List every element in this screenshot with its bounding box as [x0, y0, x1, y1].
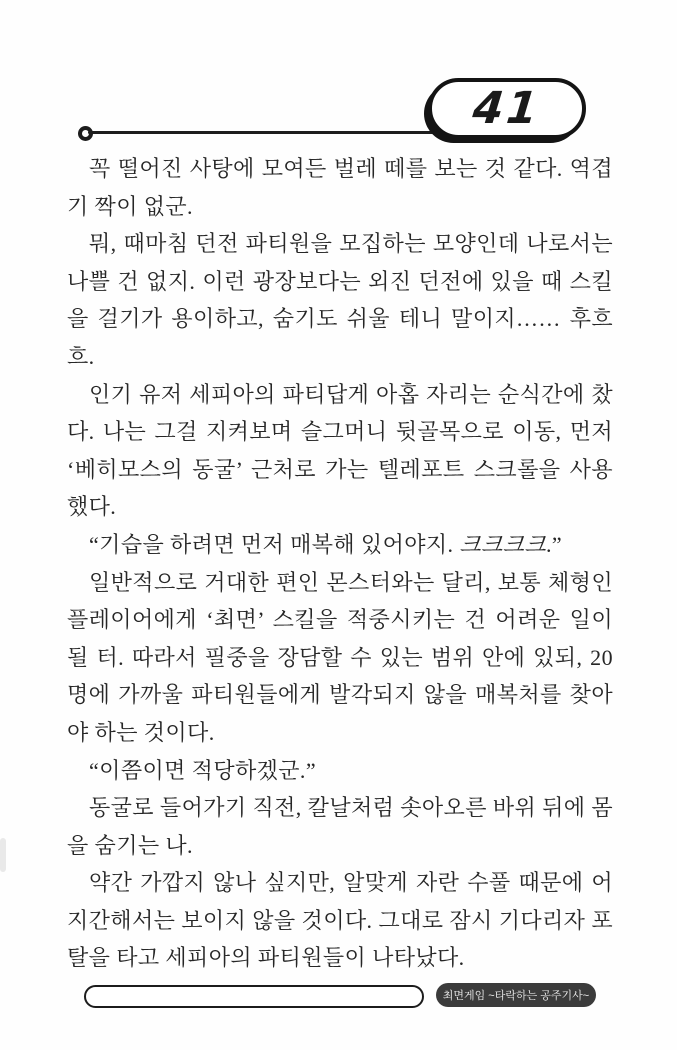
dialogue-paragraph: “이쯤이면 적당하겠군.”: [89, 757, 316, 783]
page-number-badge: [428, 78, 586, 139]
series-title-badge: [436, 983, 596, 1007]
dialogue-text: “기습을 하려면 먼저 매복해 있어야지.: [89, 531, 460, 557]
paragraph: 일반적으로 거대한 편인 몬스터와는 달리, 보통 체형인 플레이어에게 ‘최면’ 스킬을 적중시키는 건 어려운 일이 될 터. 따라서 필중을 장담할 수 있는 범위 안에 있되, 20명에 가까울 파티원들에게 발각되지 않을 매복처를 찾아야 하는 것이다.: [67, 569, 613, 745]
page-footer: [0, 978, 677, 1014]
laugh-text: 크크크크: [459, 531, 546, 557]
paragraph: 꼭 떨어진 사탕에 모여든 벌레 떼를 보는 것 같다. 역겹기 짝이 없군.: [67, 156, 613, 219]
paragraph: 인기 유저 세피아의 파티답게 아홉 자리는 순식간에 찼다. 나는 그걸 지켜보며 슬그머니 뒷골목으로 이동, 먼저 ‘베히모스의 동굴’ 근처로 가는 텔레포트 스크롤을 사용했다.: [67, 381, 613, 520]
page-number: 41: [470, 83, 544, 134]
dialogue-paragraph: [67, 526, 613, 564]
chapter-header: [0, 0, 677, 150]
paragraph: 동굴로 들어가기 직전, 칼날처럼 솟아오른 바위 뒤에 몸을 숨기는 나.: [67, 795, 613, 858]
header-rule-line: [88, 131, 456, 134]
footer-blank-pill: [84, 985, 424, 1008]
paragraph: 약간 가깝지 않나 싶지만, 알맞게 자란 수풀 때문에 어지간해서는 보이지 않을 것이다. 그대로 잠시 기다리자 포탈을 타고 세피아의 파티원들이 나타났다.: [67, 870, 613, 971]
scan-smudge: [0, 838, 6, 872]
series-title: 최면게임 ~타락하는 공주기사~: [442, 990, 590, 1002]
paragraph: 뭐, 때마침 던전 파티원을 모집하는 모양인데 나로서는 나쁠 건 없지. 이런 광장보다는 외진 던전에 있을 때 스킬을 걸기가 용이하고, 숨기도 쉬울 테니 말이지…… 후흐흐.: [67, 231, 613, 369]
body-text: [67, 150, 613, 977]
dialogue-close: .”: [545, 531, 563, 557]
